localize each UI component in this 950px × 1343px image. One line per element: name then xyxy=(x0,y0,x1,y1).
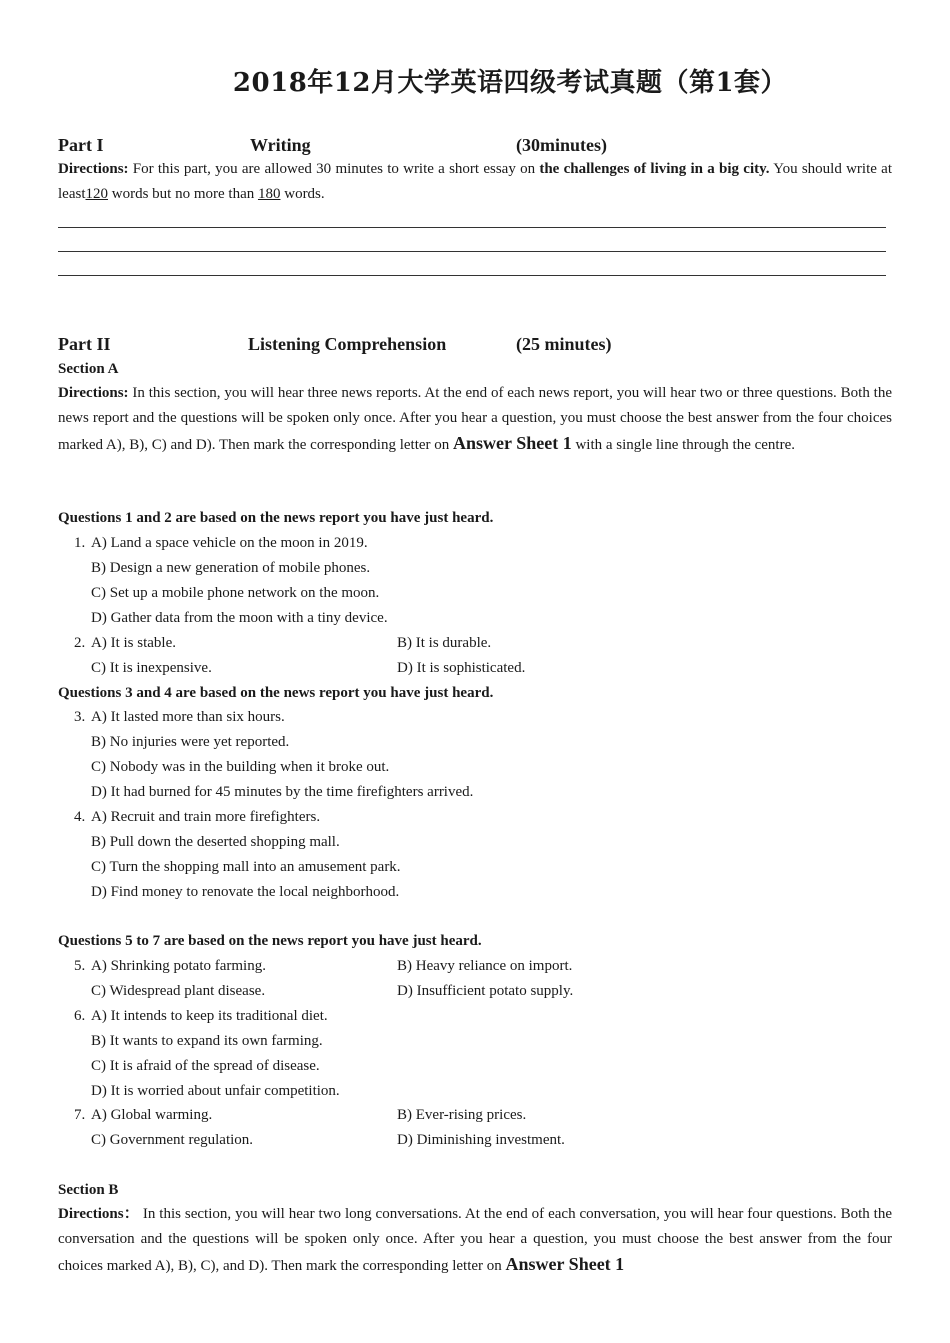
question-number: 7. xyxy=(74,1107,86,1123)
question-number: 5. xyxy=(74,958,86,974)
writing-line xyxy=(58,275,886,276)
writing-line xyxy=(58,251,886,252)
question-number: 1. xyxy=(74,535,86,551)
option: A) It lasted more than six hours. xyxy=(91,709,285,725)
option: D) It is sophisticated. xyxy=(397,660,526,676)
option: B) No injuries were yet reported. xyxy=(91,734,290,750)
question-number: 6. xyxy=(74,1008,86,1024)
question-group-heading: Questions 3 and 4 are based on the news report you have just heard. xyxy=(58,685,494,701)
option: A) Land a space vehicle on the moon in 2019. xyxy=(91,535,368,551)
part2-time: (25 minutes) xyxy=(516,334,612,354)
option: A) Shrinking potato farming. xyxy=(91,958,266,974)
option: B) Design a new generation of mobile phones. xyxy=(91,560,371,576)
option: B) Heavy reliance on import. xyxy=(397,958,573,974)
answer-sheet-ref: Answer Sheet 1 xyxy=(453,433,572,453)
option: A) It intends to keep its traditional diet. xyxy=(91,1008,328,1024)
part2-label: Part II xyxy=(58,334,111,354)
writing-line xyxy=(58,227,886,228)
option: D) Gather data from the moon with a tiny device. xyxy=(91,610,388,626)
question-number: 2. xyxy=(74,635,86,651)
option: A) Recruit and train more firefighters. xyxy=(91,809,321,825)
section-b-label: Section B xyxy=(58,1182,119,1198)
max-words: 180 xyxy=(257,186,281,202)
option: C) Nobody was in the building when it broke out. xyxy=(91,759,390,775)
question-number: 3. xyxy=(74,709,86,725)
option: B) It wants to expand its own farming. xyxy=(91,1033,323,1049)
question-group-heading: Questions 5 to 7 are based on the news report you have just heard. xyxy=(58,933,482,949)
option: C) It is afraid of the spread of disease. xyxy=(91,1058,320,1074)
option: C) Widespread plant disease. xyxy=(91,983,266,999)
option: C) Set up a mobile phone network on the moon. xyxy=(91,585,380,601)
option: C) Government regulation. xyxy=(91,1132,254,1148)
part1-time: (30minutes) xyxy=(516,135,607,155)
option: A) It is stable. xyxy=(91,635,176,651)
option: A) Global warming. xyxy=(91,1107,213,1123)
option: B) Pull down the deserted shopping mall. xyxy=(91,834,340,850)
part1-label: Part I xyxy=(58,135,104,155)
option: B) Ever-rising prices. xyxy=(397,1107,527,1123)
option: C) Turn the shopping mall into an amusement park. xyxy=(91,859,401,875)
section-b-directions: Directions： In this section, you will hear two long conversations. At the end of each conversation, you will hear four questions. Both the conversation and the questions will be spoken only once. After you hear a question, you must choose the best answer from the four choices marked A), B), C), and D). Then mark the corresponding letter on Answer Sheet 1 xyxy=(58,1206,892,1274)
option: D) Insufficient potato supply. xyxy=(397,983,574,999)
part1-directions: Directions: For this part, you are allowed 30 minutes to write a short essay on the challenges of living in a big city. You should write at least120 words but no more than 180 words. xyxy=(58,161,892,202)
part2-name: Listening Comprehension xyxy=(248,334,447,354)
part1-name: Writing xyxy=(250,135,311,155)
option: D) It had burned for 45 minutes by the time firefighters arrived. xyxy=(91,784,474,800)
option: D) Find money to renovate the local neighborhood. xyxy=(91,884,400,900)
option: D) Diminishing investment. xyxy=(397,1132,565,1148)
question-number: 4. xyxy=(74,809,86,825)
option: D) It is worried about unfair competition. xyxy=(91,1083,340,1099)
section-a-directions: Directions: In this section, you will hear three news reports. At the end of each news report, you will hear two or three questions. Both the news report and the questions will be spoken only once. After you hear a question, you must choose the best answer from the four choices marked A), B), C) and D). Then mark the corresponding letter on Answer Sheet 1 with a single line through the centre. xyxy=(58,385,892,453)
option: B) It is durable. xyxy=(397,635,492,651)
question-group-heading: Questions 1 and 2 are based on the news report you have just heard. xyxy=(58,510,494,526)
section-a-label: Section A xyxy=(58,361,119,377)
min-words: 120 xyxy=(85,186,108,202)
page-title: 2018年12月大学英语四级考试真题（第1套） xyxy=(232,68,788,98)
answer-sheet-ref: Answer Sheet 1 xyxy=(505,1254,625,1274)
option: C) It is inexpensive. xyxy=(91,660,212,676)
